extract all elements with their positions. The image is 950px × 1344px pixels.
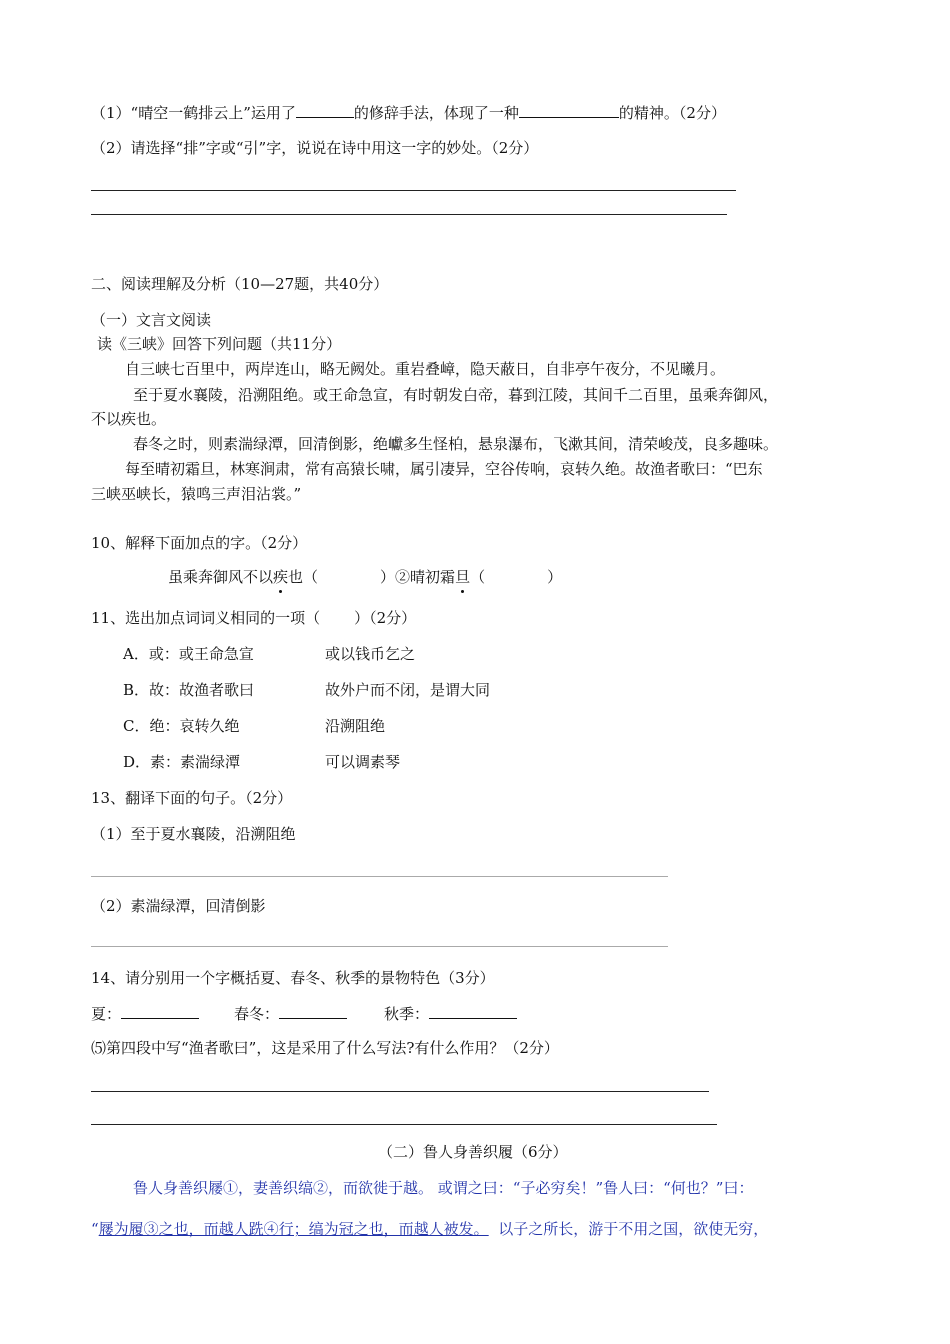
title-text: ）（2分） [354,609,417,627]
phrase-text: 虽乘奔御风不以 [168,568,274,586]
question-11-title [91,608,416,628]
question-1 [91,103,726,123]
season-summer [91,1004,199,1024]
quote-mark: “ [91,1220,99,1238]
subsection-heading: （一）文言文阅读 [91,311,212,329]
season-autumn [384,1004,517,1024]
question-13-title: 13、翻译下面的句子。（2分） [91,789,293,807]
question-14-title: 14、请分别用一个字概括夏、春冬、秋季的景物特色（3分） [91,969,495,987]
question-1-part-a: （1）“晴空一鹤排云上”运用了 [91,104,296,122]
passage-line [91,1219,768,1239]
season-springwinter [234,1004,347,1024]
passage-paragraph: 至于夏水襄陵，沿溯阻绝。或王命急宣，有时朝发白帝，暮到江陵，其间千二百里，虽乘奔御风， [133,386,779,404]
option-right: 可以调素琴 [325,753,401,771]
answer-line[interactable] [91,190,736,191]
subsection-heading: （二）鲁人身善织履（6分） [378,1143,568,1161]
answer-blank[interactable] [279,1004,347,1019]
passage-paragraph-cont: 三峡巫峡长，猿鸣三声泪沾裳。” [91,485,302,503]
title-text: 11、选出加点词词义相同的一项（ [91,609,321,627]
answer-blank[interactable] [121,1004,199,1019]
answer-blank[interactable] [429,1004,517,1019]
question-1-part-b: 的修辞手法，体现了一种 [353,104,519,122]
season-label: 秋季： [384,1005,430,1023]
season-label: 春冬： [234,1005,280,1023]
question-2: （2）请选择“排”字或“引”字，说说在诗中用这一字的妙处。（2分） [91,139,539,157]
dotted-character: 疾 [273,568,289,586]
passage-paragraph: 春冬之时，则素湍绿潭，回清倒影，绝巘多生怪柏，悬泉瀑布，飞漱其间，清荣峻茂，良多趣味。 [133,435,779,453]
question-5-title: ⑸第四段中写“渔者歌曰”，这是采用了什么写法?有什么作用？（2分） [91,1039,559,1057]
answer-line[interactable] [91,214,727,215]
passage-paragraph: 每至晴初霜旦，林寒涧肃，常有高猿长啸，属引凄异，空谷传响，哀转久绝。故渔者歌曰：“巴东 [125,460,763,478]
passage-paragraph-cont: 不以疾也。 [91,410,167,428]
section-heading: 二、阅读理解及分析（10—27题，共40分） [91,275,389,293]
answer-line[interactable] [91,1091,709,1092]
phrase-text: ） [547,568,563,586]
answer-line[interactable] [91,1124,717,1125]
season-label: 夏： [91,1005,122,1023]
reading-prompt: 读《三峡》回答下列问题（共11分） [97,335,342,353]
option-left[interactable]: D．素：素湍绿潭 [123,753,241,771]
option-right: 故外户而不闭，是谓大同 [325,681,491,699]
passage-paragraph: 自三峡七百里中，两岸连山，略无阙处。重岩叠嶂，隐天蔽日，自非亭午夜分，不见曦月。 [125,360,726,378]
option-right: 沿溯阻绝 [325,717,386,735]
phrase-text: ）②晴初霜 [380,568,456,586]
sentence-1: （1）至于夏水襄陵，沿溯阻绝 [91,825,296,843]
underlined-sentence: 屦为履③之也，而越人跣④行；缟为冠之也，而越人被发。 [98,1220,489,1238]
option-left[interactable]: B．故：故渔者歌曰 [123,681,255,699]
phrase-text: 也（ [288,568,319,586]
dotted-character: 旦 [455,568,471,586]
question-10-title: 10、解释下面加点的字。（2分） [91,534,308,552]
passage-line: 鲁人身善织屦①，妻善织缟②，而欲徙于越。 或谓之曰：“子必穷矣！”鲁人曰：“何也？”曰： [133,1179,754,1197]
option-left[interactable]: C．绝：哀转久绝 [123,717,240,735]
sentence-2: （2）素湍绿潭，回清倒影 [91,897,266,915]
answer-line[interactable] [91,946,668,947]
option-left[interactable]: A．或：或王命急宣 [123,645,254,663]
question-10-items [168,567,562,587]
passage-text: 以子之所长，游于不用之国，欲使无穷， [488,1220,769,1238]
phrase-text: （ [470,568,486,586]
answer-blank[interactable] [296,103,354,118]
option-right: 或以钱币乞之 [325,645,416,663]
question-1-part-c: 的精神。（2分） [618,104,726,122]
answer-blank[interactable] [519,103,619,118]
answer-line[interactable] [91,876,668,877]
